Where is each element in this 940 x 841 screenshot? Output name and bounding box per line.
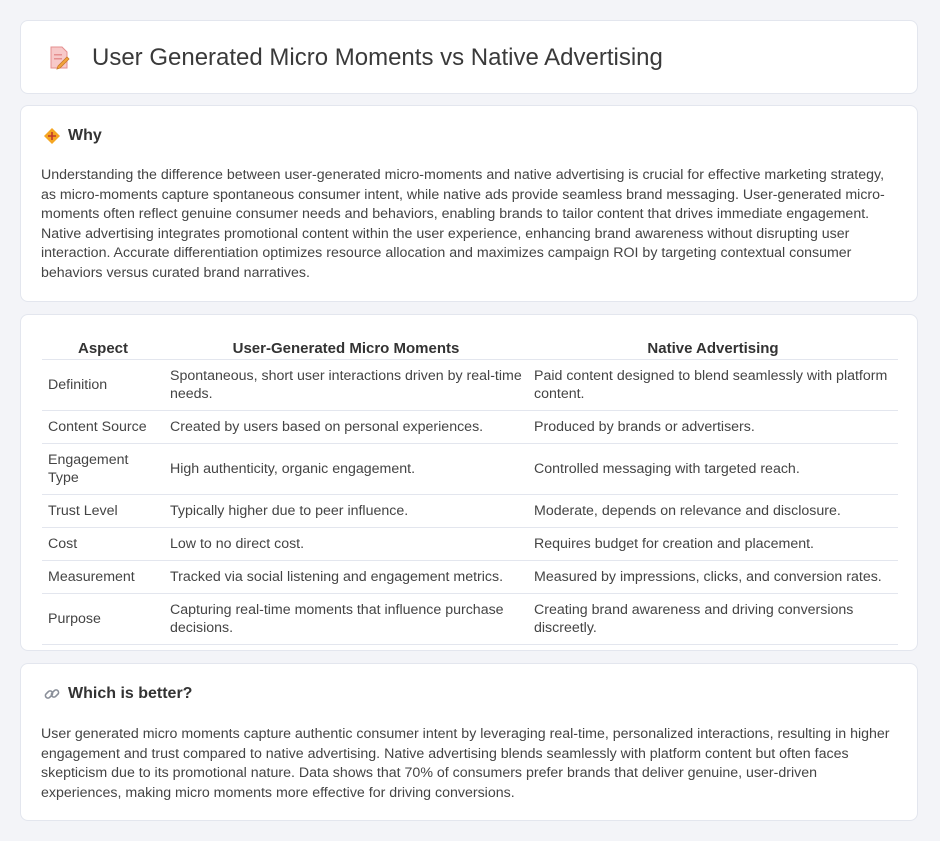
native-advertising-cell: Requires budget for creation and placement. [528,528,898,561]
diamond-arrows-icon [43,127,61,145]
micro-moments-cell: Tracked via social listening and engagement metrics. [164,561,528,594]
which-is-better-section [20,663,918,821]
aspect-cell: Purpose [42,594,164,645]
table-row [42,444,898,495]
aspect-cell: Content Source [42,411,164,444]
why-paragraph: Understanding the difference between user-generated micro-moments and native advertising is crucial for effective marketing strategy, as micro-moments capture spontaneous consumer intent, while native ads provide seamless brand messaging. User-generated micro-moments often reflect genuine consumer needs and behaviors, enabling brands to tailor content that drives immediate engagement. Native advertising integrates promotional content within the user experience, enhancing brand awareness without disrupting user interaction. Accurate differentiation optimizes resource allocation and maximizes campaign ROI by targeting contextual consumer behaviors versus curated brand narratives. [41,167,885,281]
micro-moments-cell: Capturing real-time moments that influence purchase decisions. [164,594,528,645]
which-is-better-paragraph: User generated micro moments capture authentic consumer intent by leveraging real-time, personalized interactions, resulting in higher engagement and trust compared to native advertising. Native advertising blends seamlessly with platform content but often faces skepticism due to its promotional nature. Data shows that 70% of consumers prefer brands that deliver genuine, user-driven experiences, making micro moments more effective for driving conversions. [41,726,890,801]
document-pencil-icon [48,46,70,70]
native-advertising-cell: Produced by brands or advertisers. [528,411,898,444]
aspect-cell: Cost [42,528,164,561]
micro-moments-cell: Spontaneous, short user interactions driven by real-time needs. [164,360,528,411]
native-advertising-cell: Controlled messaging with targeted reach. [528,444,898,495]
table-row [42,411,898,444]
micro-moments-cell: High authenticity, organic engagement. [164,444,528,495]
table-row [42,561,898,594]
aspect-cell: Measurement [42,561,164,594]
table-row [42,495,898,528]
link-icon [43,685,61,703]
aspect-cell: Trust Level [42,495,164,528]
comparison-table [42,336,898,645]
header-aspect: Aspect [42,336,164,360]
aspect-cell: Engagement Type [42,444,164,495]
table-header-row [42,336,898,360]
native-advertising-cell: Creating brand awareness and driving conversions discreetly. [528,594,898,645]
header-micro-moments: User-Generated Micro Moments [164,336,528,360]
table-row [42,528,898,561]
aspect-cell: Definition [42,360,164,411]
native-advertising-cell: Paid content designed to blend seamlessly with platform content. [528,360,898,411]
micro-moments-cell: Created by users based on personal experiences. [164,411,528,444]
micro-moments-cell: Typically higher due to peer influence. [164,495,528,528]
which-is-better-heading: Which is better? [68,685,193,702]
why-heading: Why [68,127,102,144]
table-row [42,360,898,411]
header-native-advertising: Native Advertising [528,336,898,360]
native-advertising-cell: Moderate, depends on relevance and disclosure. [528,495,898,528]
why-section [20,105,918,302]
native-advertising-cell: Measured by impressions, clicks, and conversion rates. [528,561,898,594]
table-row [42,594,898,645]
page-title: User Generated Micro Moments vs Native Advertising [92,44,663,71]
title-card [20,20,918,94]
micro-moments-cell: Low to no direct cost. [164,528,528,561]
comparison-card [20,314,918,651]
